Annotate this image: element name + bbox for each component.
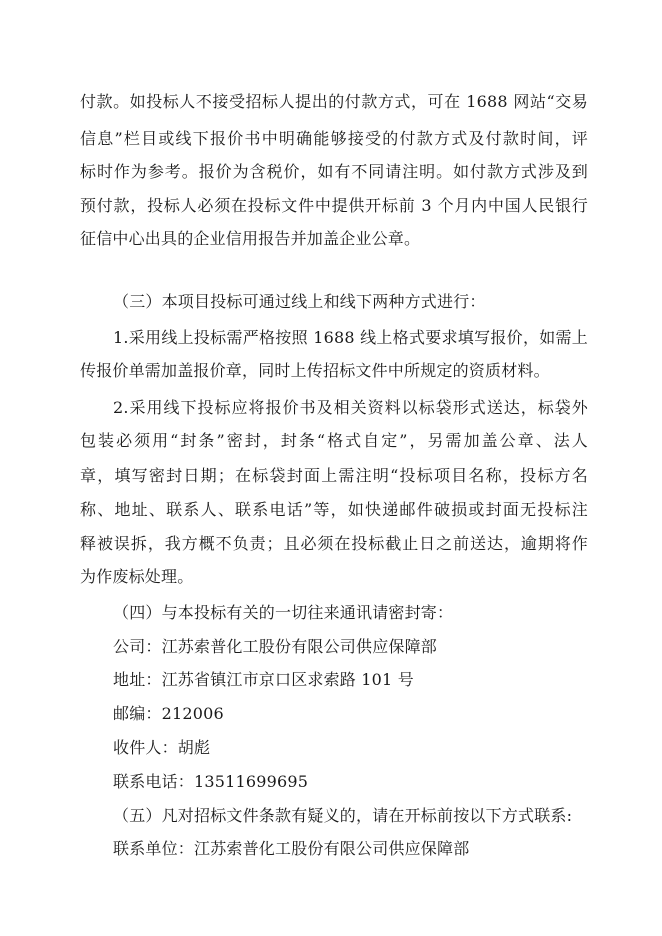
- payment-paragraph-line-2: 信息”栏目或线下报价书中明确能够接受的付款方式及付款时间，评: [80, 129, 588, 148]
- section4-postcode: 邮编：212006: [113, 704, 224, 723]
- section5-contact-unit: 联系单位：江苏索普化工股份有限公司供应保障部: [113, 839, 470, 858]
- payment-paragraph-line-1: 付款。如投标人不接受招标人提出的付款方式，可在 1688 网站“交易: [80, 92, 588, 111]
- payment-paragraph-line-3: 标时作为参考。报价为含税价，如有不同请注明。如付款方式涉及到: [80, 162, 588, 181]
- section3-item1-line-1: 1.采用线上投标需严格按照 1688 线上格式要求填写报价，如需上: [113, 328, 588, 347]
- section3-item2-line-1: 2.采用线下投标应将报价书及相关资料以标袋形式送达，标袋外: [113, 398, 588, 417]
- section3-item1-line-2: 传报价单需加盖报价章，同时上传招标文件中所规定的资质材料。: [80, 361, 550, 380]
- section3-item2-line-2: 包装必须用“封条”密封，封条“格式自定”，另需加盖公章、法人: [80, 431, 588, 450]
- section3-item2-line-4: 称、地址、联系人、联系电话”等，如快递邮件破损或封面无投标注: [80, 500, 588, 519]
- section4-company: 公司：江苏索普化工股份有限公司供应保障部: [113, 637, 438, 656]
- section4-phone: 联系电话：13511699695: [113, 772, 309, 791]
- section3-heading: （三）本项目投标可通过线上和线下两种方式进行：: [113, 292, 486, 311]
- section4-recipient: 收件人：胡彪: [113, 738, 211, 757]
- section4-address: 地址：江苏省镇江市京口区求索路 101 号: [113, 670, 414, 689]
- section3-item2-line-5: 释被误拆，我方概不负责；且必须在投标截止日之前送达，逾期将作: [80, 534, 588, 553]
- payment-paragraph-line-4: 预付款，投标人必须在投标文件中提供开标前 3 个月内中国人民银行: [80, 196, 588, 215]
- section3-item2-line-6: 为作废标处理。: [80, 567, 194, 586]
- section5-heading: （五）凡对招标文件条款有疑义的，请在开标前按以下方式联系:: [113, 806, 573, 825]
- payment-paragraph-line-5: 征信中心出具的企业信用报告并加盖企业公章。: [80, 229, 421, 248]
- section4-heading: （四）与本投标有关的一切往来通讯请密封寄：: [113, 603, 454, 622]
- section3-item2-line-3: 章，填写密封日期；在标袋封面上需注明“投标项目名称，投标方名: [80, 466, 588, 485]
